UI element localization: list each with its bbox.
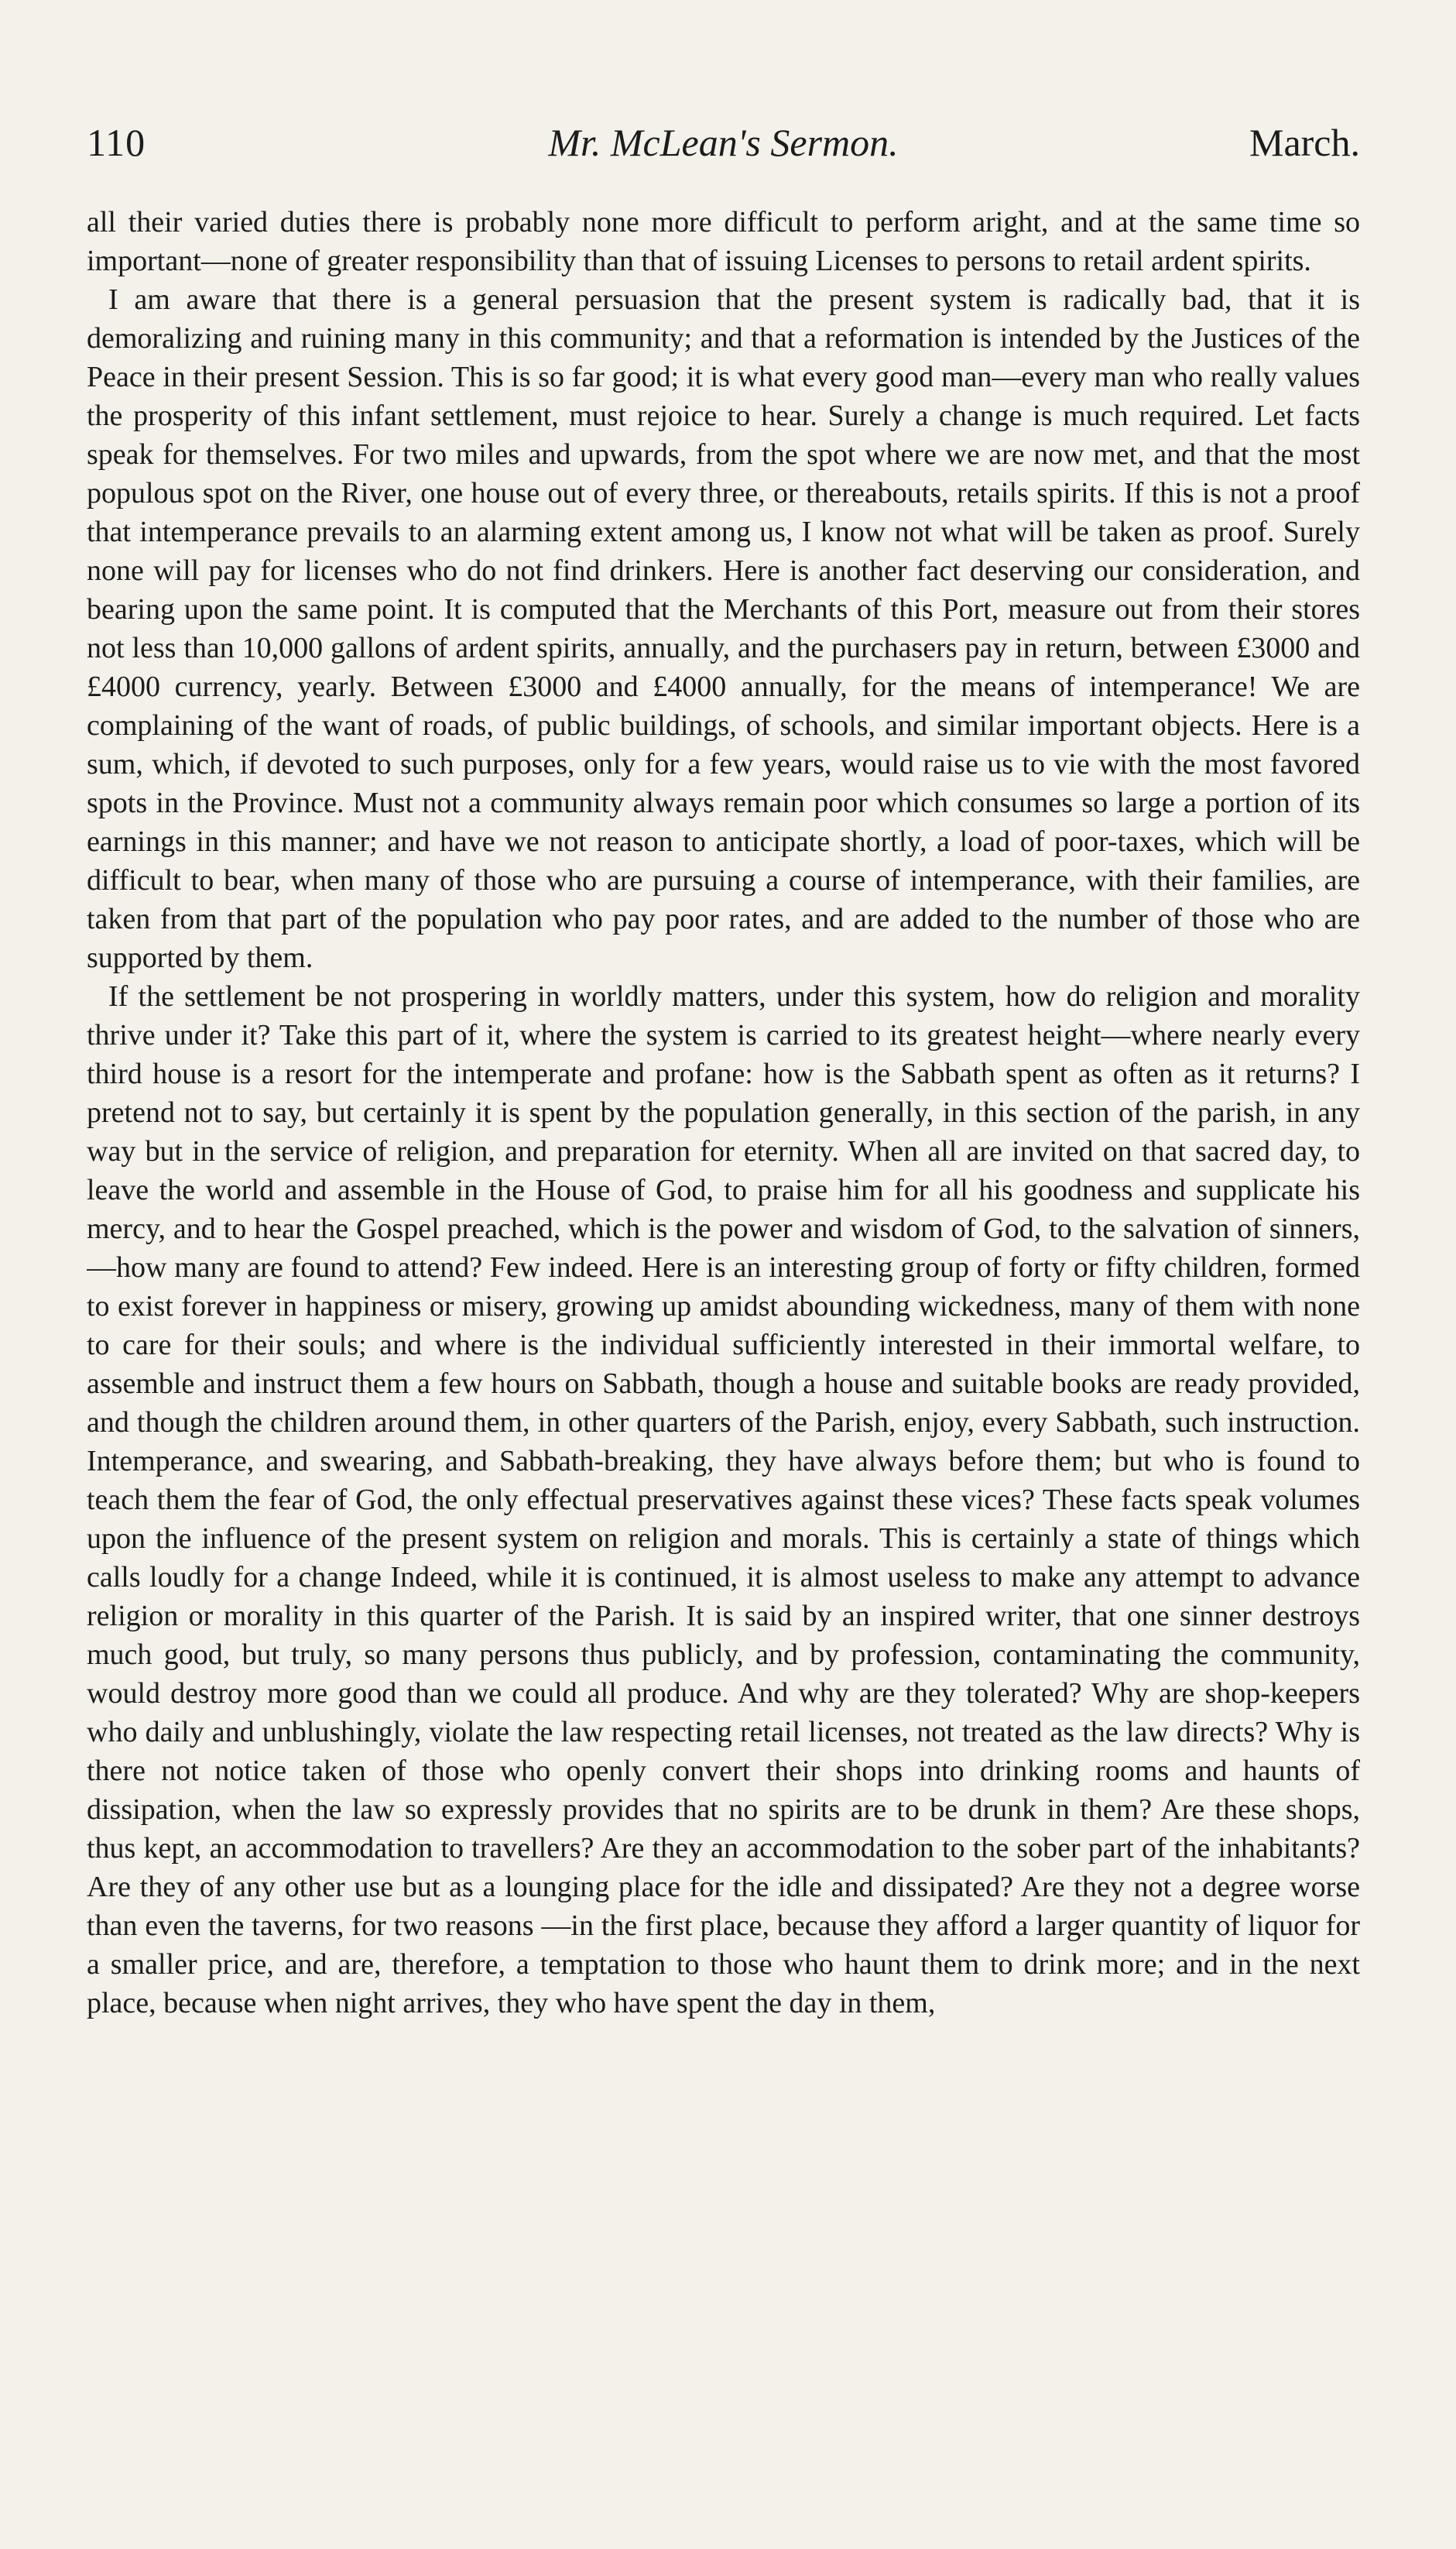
running-title: Mr. McLean's Sermon. — [548, 121, 899, 164]
sermon-text — [87, 203, 1360, 2518]
paragraph-1: all their varied duties there is probably none more difficult to perform aright, and at the same time so important—none of greater responsibility than that of issuing Licenses to persons to retail ardent spirits. — [87, 206, 1360, 277]
page-header — [87, 120, 1360, 182]
page-number: 110 — [87, 121, 146, 164]
paragraph-3: If the settlement be not prospering in worldly matters, under this system, how do religion and morality thrive under it? Take this part of it, where the system is carried to its greatest height—where nearly every third house is a resort for the intemperate and profane: how is the Sabbath spent as often as it returns? I pretend not to say, but certainly it is spent by the population generally, in this section of the parish, in any way but in the service of religion, and preparation for eternity. When all are invited on that sacred day, to leave the world and assemble in the House of God, to praise him for all his goodness and supplicate his mercy, and to hear the Gospel preached, which is the power and wisdom of God, to the salvation of sinners,—how many are found to attend? Few indeed. Here is an interesting group of forty or fifty children, formed to exist forever in happiness or misery, growing up amidst abounding wickedness, many of them with none to care for their souls; and where is the individual sufficiently interested in their immortal welfare, to assemble and instruct them a few hours on Sabbath, though a house and suitable books are ready provided, and though the children around them, in other quarters of the Parish, enjoy, every Sabbath, such instruction. Intemperance, and swearing, and Sabbath-breaking, they have always before them; but who is found to teach them the fear of God, the only effectual preservatives against these vices? These facts speak volumes upon the influence of the present system on religion and morals. This is certainly a state of things which calls loudly for a change Indeed, while it is continued, it is almost useless to make any attempt to advance religion or morality in this quarter of the Parish. It is said by an inspired writer, that one sinner destroys much good, but truly, so many persons thus publicly, and by profession, contaminating the community, would destroy more good than we could all produce. And why are they tolerated? Why are shop-keepers who daily and unblushingly, violate the law respecting retail licenses, not treated as the law directs? Why is there not notice taken of those who openly convert their shops into drinking rooms and haunts of dissipation, when the law so expressly provides that no spirits are to be drunk in them? Are these shops, thus kept, an accommodation to travellers? Are they an accommodation to the sober part of the inhabitants? Are they of any other use but as a lounging place for the idle and dissipated? Are they not a degree worse than even the taverns, for two reasons —in the first place, because they afford a larger quantity of liquor for a smaller price, and are, therefore, a temptation to those who haunt them to drink more; and in the next place, because when night arrives, they who have spent the day in them, — [87, 980, 1360, 2019]
running-month: March. — [1249, 121, 1360, 164]
paragraph-2: I am aware that there is a general persuasion that the present system is radically bad, that it is demoralizing and ruining many in this community; and that a reformation is intended by the Justices of the Peace in their present Session. This is so far good; it is what every good man—every man who really values the prosperity of this infant settlement, must rejoice to hear. Surely a change is much required. Let facts speak for themselves. For two miles and upwards, from the spot where we are now met, and that the most populous spot on the River, one house out of every three, or thereabouts, retails spirits. If this is not a proof that intemperance prevails to an alarming extent among us, I know not what will be taken as proof. Surely none will pay for licenses who do not find drinkers. Here is another fact deserving our consideration, and bearing upon the same point. It is computed that the Merchants of this Port, measure out from their stores not less than 10,000 gallons of ardent spirits, annually, and the purchasers pay in return, between £3000 and £4000 currency, yearly. Between £3000 and £4000 annually, for the means of intemperance! We are complaining of the want of roads, of public buildings, of schools, and similar important objects. Here is a sum, which, if devoted to such purposes, only for a few years, would raise us to vie with the most favored spots in the Province. Must not a community always remain poor which consumes so large a portion of its earnings in this manner; and have we not reason to anticipate shortly, a load of poor-taxes, which will be difficult to bear, when many of those who are pursuing a course of intemperance, with their families, are taken from that part of the population who pay poor rates, and are added to the number of those who are supported by them. — [87, 283, 1360, 974]
